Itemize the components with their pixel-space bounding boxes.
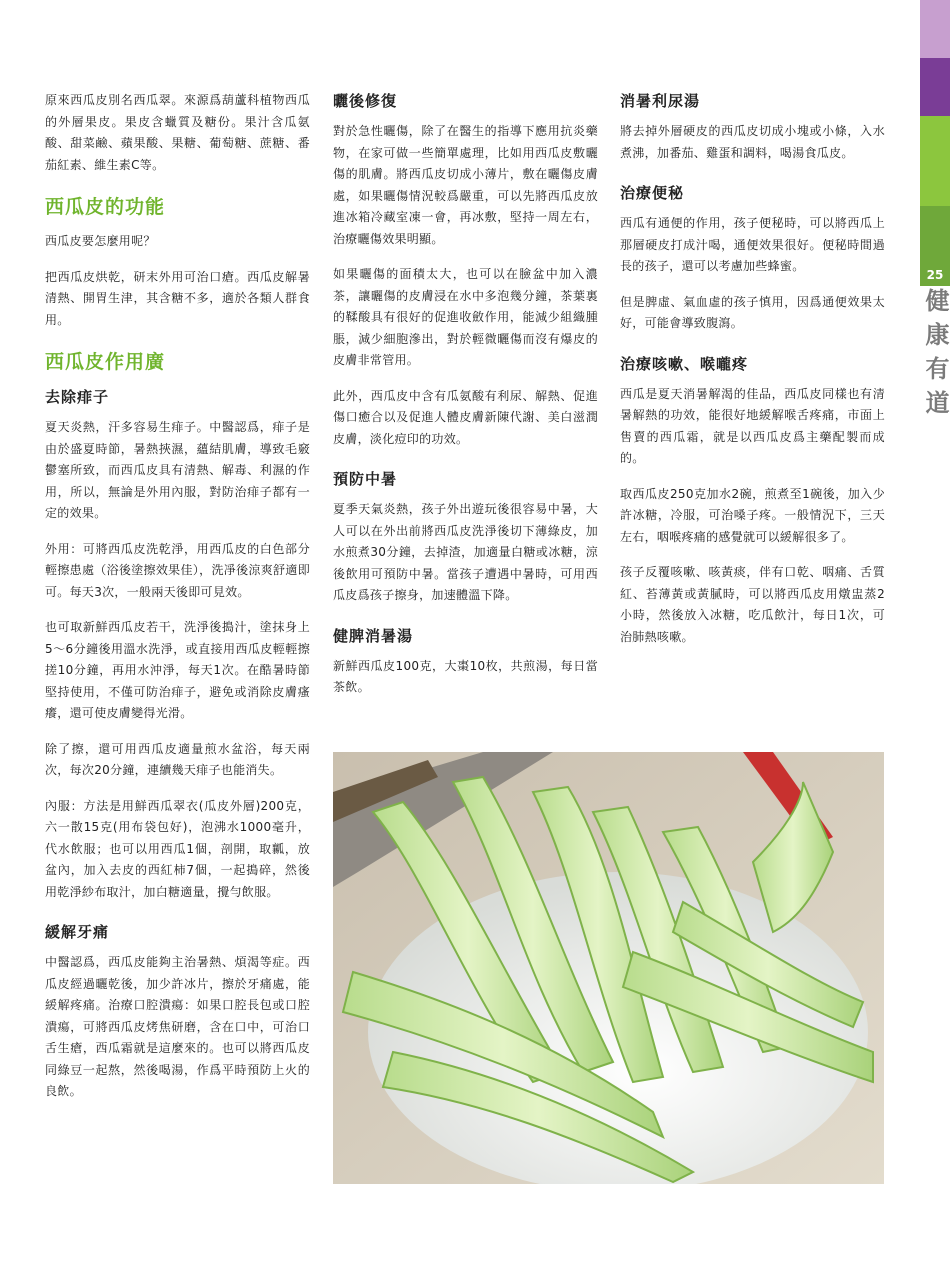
cough-paragraph-3: 孩子反覆咳嗽、咳黃痰，伴有口乾、咽痛、舌質紅、苔薄黃或黃膩時，可以將西瓜皮用燉盅蒸2小時，然後放入冰糖，吃瓜飲汁，每日1次，可治肺熱咳嗽。 [620, 565, 885, 644]
tab-block-lavender [920, 0, 950, 58]
prickly-heat-paragraph: 夏天炎熱，汗多容易生痱子。中醫認爲，痱子是由於盛夏時節，暑熱挾濕，蘊結肌膚，導致毛竅鬱塞所致，而西瓜皮具有清熱、解毒、利濕的作用，所以，無論是外用內服，對防治痱子都有一定的效果。 [45, 420, 310, 520]
cough-heading: 治療咳嗽、喉嚨疼 [620, 354, 749, 373]
sunburn-paragraph-1: 對於急性曬傷，除了在醫生的指導下應用抗炎藥物，在家可做一些簡單處理，比如用西瓜皮敷曬傷的肌膚。將西瓜皮切成小薄片，敷在曬傷皮膚處，如果曬傷情況較爲嚴重，可以先將西瓜皮放進冰箱冷藏室凍一會，再冰敷，堅持一周左右，治療曬傷效果明顯。 [333, 124, 598, 246]
constipation-heading: 治療便秘 [620, 184, 685, 202]
heatstroke-paragraph: 夏季天氣炎熱，孩子外出遊玩後很容易中暑，大人可以在外出前將西瓜皮洗淨後切下薄綠皮，加水煎煮30分鐘，去掉渣，加適量白糖或冰糖，涼後飲用可預防中暑。當孩子遭遇中暑時，可用西瓜皮爲孩子擦身，加速體溫下降。 [333, 502, 598, 602]
tab-block-lightgreen [920, 116, 950, 206]
side-tab-bar [920, 0, 950, 1275]
prickly-heat-fresh-paragraph: 也可取新鮮西瓜皮若干，洗淨後搗汁，塗抹身上5～6分鐘後用溫水洗淨，或直接用西瓜皮輕輕擦搓10分鐘，再用水沖淨，每天1次。在酷暑時節堅持使用，不僅可防治痱子，避免或消除皮膚瘙癢，還可使皮膚變得光滑。 [45, 620, 310, 720]
uses-heading: 西瓜皮作用廣 [45, 351, 166, 373]
diuretic-soup-heading: 消暑利尿湯 [620, 92, 701, 110]
spleen-soup-heading: 健脾消暑湯 [333, 626, 414, 645]
prickly-heat-internal-paragraph: 內服：方法是用鮮西瓜翠衣(瓜皮外層)200克，六一散15克(用布袋包好)，泡沸水1000毫升，代水飲服；也可以用西瓜1個，剖開，取瓤，放盆內，加入去皮的西紅柿7個，一起搗碎，然後用乾淨紗布取汁，加白糖適量，攪勻飲服。 [45, 798, 310, 899]
prickly-heat-external-paragraph: 外用：可將西瓜皮洗乾淨，用西瓜皮的白色部分輕擦患處（浴後塗擦效果佳），洗凈後涼爽舒適即可。每天3次，一般兩天後即可見效。 [45, 541, 310, 599]
column-2 [333, 90, 598, 713]
spleen-soup-paragraph: 新鮮西瓜皮100克，大棗10枚，共煎湯，每日當茶飲。 [333, 658, 598, 694]
prickly-heat-bath-paragraph: 除了擦，還可用西瓜皮適量煎水盆浴，每天兩次，每次20分鐘，連續幾天痱子也能消失。 [45, 741, 310, 777]
intro-paragraph: 原來西瓜皮別名西瓜翠。來源爲葫蘆科植物西瓜的外層果皮。果皮含蠟質及糖份。果汁含瓜氨酸、甜菜鹼、蘋果酸、果糖、葡萄糖、蔗糖、番茄紅素、維生素C等。 [45, 93, 310, 172]
tab-block-purple [920, 58, 950, 116]
cough-paragraph-1: 西瓜是夏天消暑解渴的佳品，西瓜皮同樣也有清暑解熱的功效，能很好地緩解喉舌疼痛，市面上售賣的西瓜霜，就是以西瓜皮爲主藥配製而成的。 [620, 386, 885, 465]
sunburn-paragraph-3: 此外，西瓜皮中含有瓜氨酸有利尿、解熱、促進傷口癒合以及促進人體皮膚新陳代謝、美白滋潤皮膚，淡化痘印的功效。 [333, 388, 598, 446]
functions-paragraph: 把西瓜皮烘乾，研末外用可治口瘡。西瓜皮解暑清熱、開胃生津，其含糖不多，適於各類人群食用。 [45, 269, 310, 327]
column-3 [620, 90, 885, 662]
functions-heading: 西瓜皮的功能 [45, 196, 166, 218]
toothache-paragraph: 中醫認爲，西瓜皮能夠主治暑熱、煩渴等症。西瓜皮經過曬乾後，加少許冰片，擦於牙痛處，能緩解疼痛。治療口腔潰瘍：如果口腔長包或口腔潰瘍，可將西瓜皮烤焦研磨，含在口中，可治口舌生瘡，西瓜霜就是這麼來的。也可以將西瓜皮同綠豆一起熬，然後喝湯，作爲平時預防上火的良飲。 [45, 955, 310, 1098]
sunburn-paragraph-2: 如果曬傷的面積太大，也可以在臉盆中加入濃茶，讓曬傷的皮膚浸在水中多泡幾分鐘，茶葉裏的鞣酸具有很好的促進收斂作用，能減少組織腫脹，減少細胞滲出，對於輕微曬傷而沒有爆皮的皮膚非常管用。 [333, 267, 598, 367]
prickly-heat-heading: 去除痱子 [45, 388, 110, 406]
sunburn-heading: 曬後修復 [333, 92, 398, 110]
heatstroke-heading: 預防中暑 [333, 470, 398, 488]
constipation-paragraph-2: 但是脾虛、氣血虛的孩子慎用，因爲通便效果太好，可能會導致腹瀉。 [620, 294, 885, 330]
functions-question: 西瓜皮要怎麼用呢？ [45, 234, 156, 248]
page-number: 25 [926, 268, 944, 282]
toothache-heading: 緩解牙痛 [45, 923, 110, 941]
cough-paragraph-2: 取西瓜皮250克加水2碗，煎煮至1碗後，加入少許冰糖，冷服，可治嗓子疼。一般情況下，三天左右，咽喉疼痛的感覺就可以緩解很多了。 [620, 486, 885, 544]
column-1 [45, 90, 310, 1117]
section-title: 健康有道 [921, 288, 950, 424]
watermelon-rind-photo [333, 752, 884, 1184]
diuretic-soup-paragraph: 將去掉外層硬皮的西瓜皮切成小塊或小條，入水煮沸，加番茄、雞蛋和調料，喝湯食瓜皮。 [620, 124, 885, 160]
constipation-paragraph-1: 西瓜有通便的作用，孩子便秘時，可以將西瓜上那層硬皮打成汁喝，通便效果很好。便秘時間過長的孩子，還可以考慮加些蜂蜜。 [620, 216, 885, 273]
